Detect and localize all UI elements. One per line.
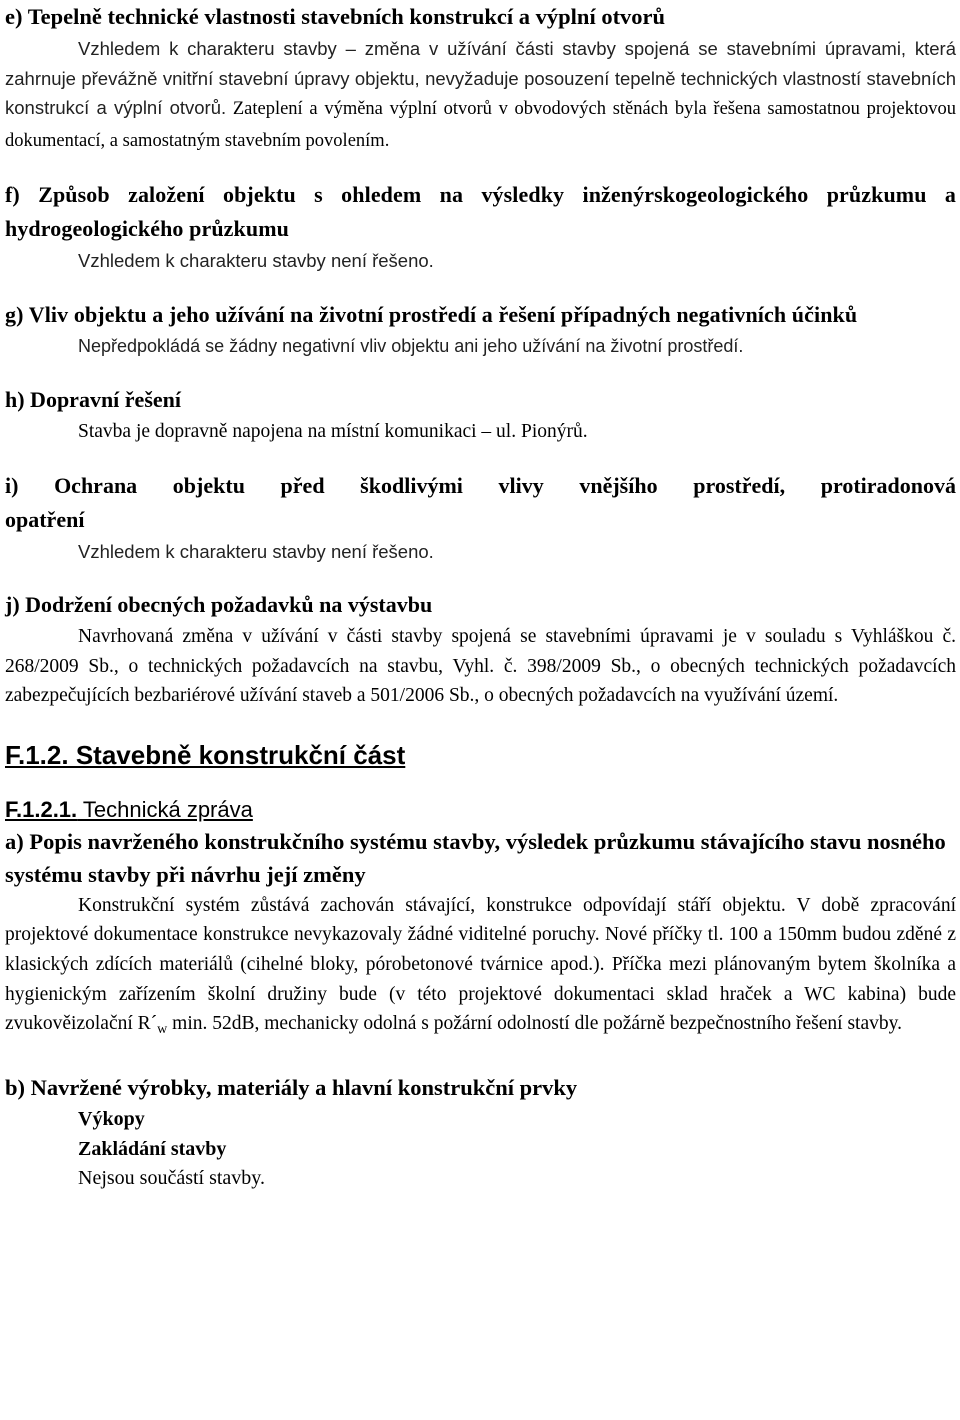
- item-zakladani: Zakládání stavby: [78, 1137, 227, 1160]
- paragraph-h: Stavba je dopravně napojena na místní komunikaci – ul. Pionýrů.: [78, 421, 588, 442]
- subchapter-number: F.1.2.1.: [5, 796, 78, 822]
- heading-h: h) Dopravní řešení: [5, 387, 181, 412]
- item-note: Nejsou součástí stavby.: [78, 1167, 266, 1190]
- paragraph-a: [5, 891, 956, 1046]
- paragraph-i: Vzhledem k charakteru stavby není řešeno.: [78, 540, 434, 562]
- paragraph-g: Nepředpokládá se žádny negativní vliv objektu ani jeho užívání na životní prostředí.: [78, 335, 744, 356]
- heading-b: b) Navržené výrobky, materiály a hlavní konstrukční prvky: [5, 1075, 578, 1101]
- subchapter-name: Technická zpráva: [77, 796, 253, 822]
- chapter-title: F.1.2. Stavebně konstrukční část: [5, 739, 406, 770]
- paragraph-a-subscript: w: [157, 1022, 168, 1038]
- paragraph-a-symbol: ´: [150, 1013, 158, 1035]
- heading-f: f) Způsob založení objektu s ohledem na výsledky inženýrskogeologického průzkumu a hydrogeologického průzkumu: [5, 182, 956, 241]
- heading-a: a) Popis navrženého konstrukčního systému stavby, výsledek průzkumu stávajícího stavu nosného systému stavby při návrhu její změny: [5, 828, 946, 887]
- paragraph-j: Navrhovaná změna v užívání v části stavby spojená se stavebními úpravami je v souladu s Vyhláškou č. 268/2009 Sb., o technických požadavcích na stavbu, Vyhl. č. 398/2009 Sb., o obecných technických požadavcích zabezpečujících bezbariérové užívání staveb a 501/2006 Sb., o obecných požadavcích na využívání území.: [5, 626, 956, 706]
- heading-e: e) Tepelně technické vlastnosti stavebních konstrukcí a výplní otvorů: [5, 4, 666, 29]
- paragraph-a-main: Konstrukční systém zůstává zachován stávající, konstrukce odpovídají stáří objektu. V době zpracování projektové dokumentace konstrukce nevykazovaly žádné viditelné poruchy. Nové příčky tl. 100 a 150mm budou zděné z klasických zdících materiálů (cihelné bloky, pórobetonové tvárnice apod.). Příčka mezi plánovaným bytem školníka a hygienickým zařízením školní družiny bude (v této projektové dokumentaci sklad hraček a WC kabina) bude zvukověizolační R: [5, 894, 956, 1035]
- paragraph-e-text2: Zateplení a výměna výplní otvorů v obvodových stěnách byla řešena samostatnou projektovou dokumentací, a samostatným stavebním povolením.: [5, 99, 956, 151]
- paragraph-f: Vzhledem k charakteru stavby není řešeno.: [78, 250, 434, 271]
- paragraph-a-end: min. 52dB, mechanicky odolná s požární odolností dle požárně bezpečnostního řešení stavby.: [167, 1013, 902, 1035]
- paragraph-e-text1: Vzhledem k charakteru stavby – změna v užívání části stavby spojená se stavebními úpravami, která zahrnuje převážně vnitřní stavební úpravy objektu, nevyžaduje posouzení tepelně technických vlastností stavebních konstrukcí a výplní otvorů.: [5, 38, 956, 118]
- heading-i: i) Ochrana objektu před škodlivými vlivy vnějšího prostředí, protiradonová opatření: [5, 472, 956, 532]
- subchapter-title: [5, 795, 956, 825]
- heading-g: g) Vliv objektu a jeho užívání na životní prostředí a řešení případných negativních účinků: [5, 301, 858, 327]
- heading-j: j) Dodržení obecných požadavků na výstavbu: [5, 592, 433, 617]
- item-vykopy: Výkopy: [78, 1108, 145, 1131]
- paragraph-e: [5, 34, 956, 156]
